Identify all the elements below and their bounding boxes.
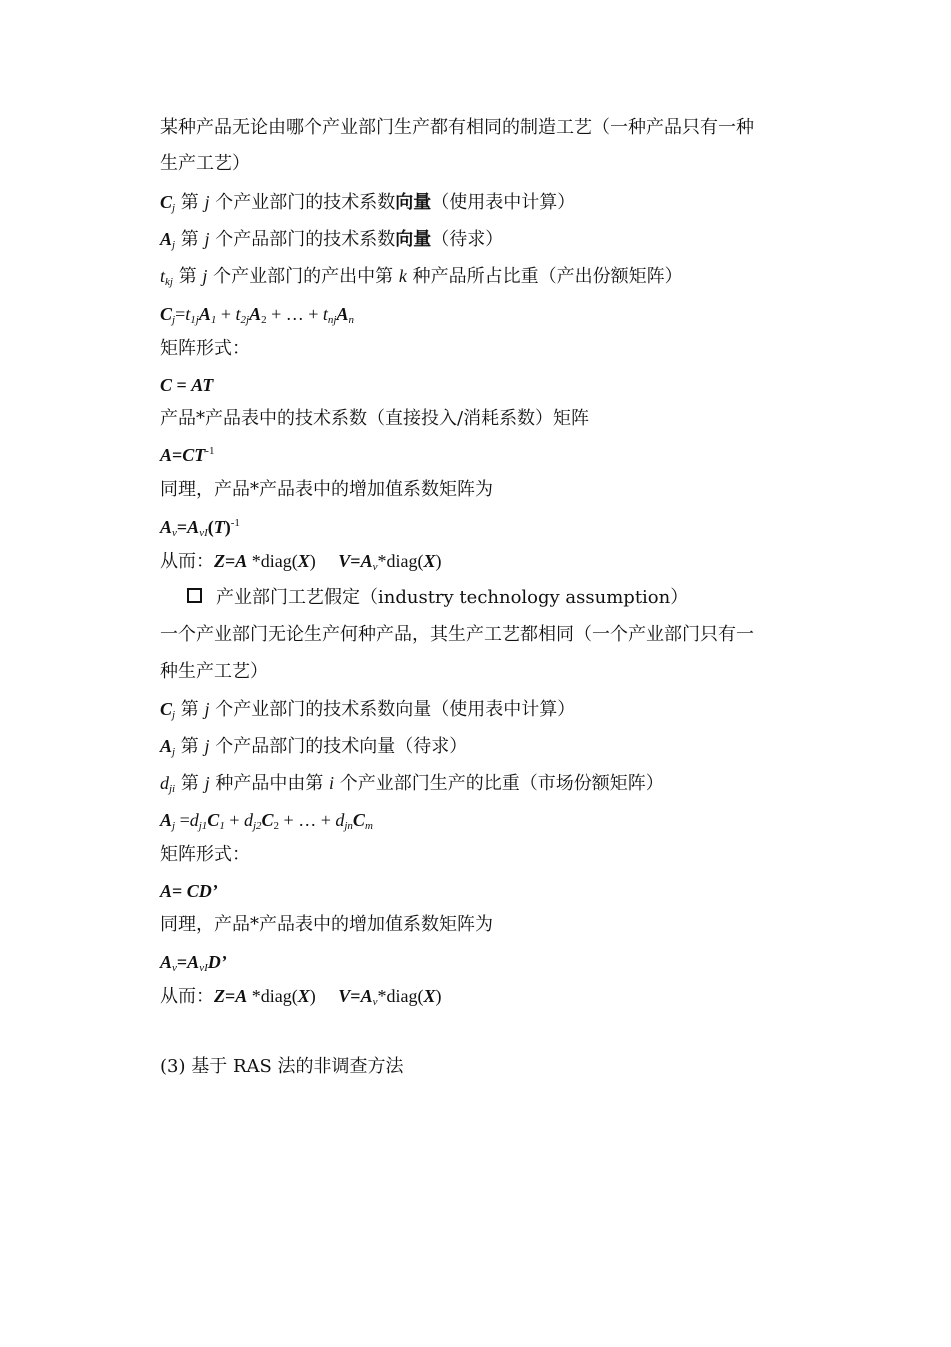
formula-line: A= CD’ xyxy=(160,881,218,901)
bullet-heading: 产业部门工艺假定（industry technology assumption） xyxy=(187,586,847,610)
formula-line: $C_j=t_{1j}A_1 + t_{2j}A_2$ + … + $t_{nj}A_n$ xyxy=(160,304,354,326)
formula-line: $A=CT^{-1}$ xyxy=(160,445,215,465)
definition-line: $C_j$ 第 j 个产业部门的技术系数向量（使用表中计算） xyxy=(160,192,576,214)
text-line: 种生产工艺） xyxy=(160,661,268,682)
text-line: 矩阵形式： xyxy=(160,844,250,865)
definition-line: $A_j$ 第 j 个产品部门的技术向量（待求） xyxy=(160,736,468,758)
text-line: 一个产业部门无论生产何种产品，其生产工艺都相同（一个产业部门只有一 xyxy=(160,624,754,645)
definition-line: $t_{kj}$ 第 j 个产业部门的产出中第 k 种产品所占比重（产出份额矩阵） xyxy=(160,266,683,288)
text-line: 产品*产品表中的技术系数（直接投入/消耗系数）矩阵 xyxy=(160,408,590,429)
formula-line: $A_v=A_{vI}(T)^{-1}$ xyxy=(160,517,240,539)
text-line: 同理，产品*产品表中的增加值系数矩阵为 xyxy=(160,479,493,500)
definition-line: $C_j$ 第 j 个产业部门的技术系数向量（使用表中计算） xyxy=(160,699,576,721)
text-line: 同理，产品*产品表中的增加值系数矩阵为 xyxy=(160,914,493,935)
definition-line: $d_{ji}$ 第 j 种产品中由第 i 个产业部门生产的比重（市场份额矩阵） xyxy=(160,773,664,795)
formula-line: C = AT xyxy=(160,375,214,395)
formula-line: 从而：Z=A *diag(X) $V=A_v*diag(X)$ xyxy=(160,986,442,1008)
hollow-square-bullet-icon xyxy=(187,588,202,603)
section-heading: (3) 基于 RAS 法的非调查方法 xyxy=(160,1056,404,1077)
text-line: 某种产品无论由哪个产业部门生产都有相同的制造工艺（一种产品只有一种 xyxy=(160,117,754,138)
formula-line: 从而：Z=A *diag(X) $V=A_v*diag(X)$ xyxy=(160,551,442,573)
text-line: 生产工艺） xyxy=(160,153,250,174)
definition-line: $A_j$ 第 j 个产品部门的技术系数向量（待求） xyxy=(160,229,504,251)
formula-line: $A_j =d_{j1}C_1 + d_{j2}C_2$ + … + $d_{jn}C_m$ xyxy=(160,810,373,832)
text-line: 矩阵形式： xyxy=(160,338,250,359)
formula-line: $A_v=A_{vI}D$’ xyxy=(160,952,227,974)
